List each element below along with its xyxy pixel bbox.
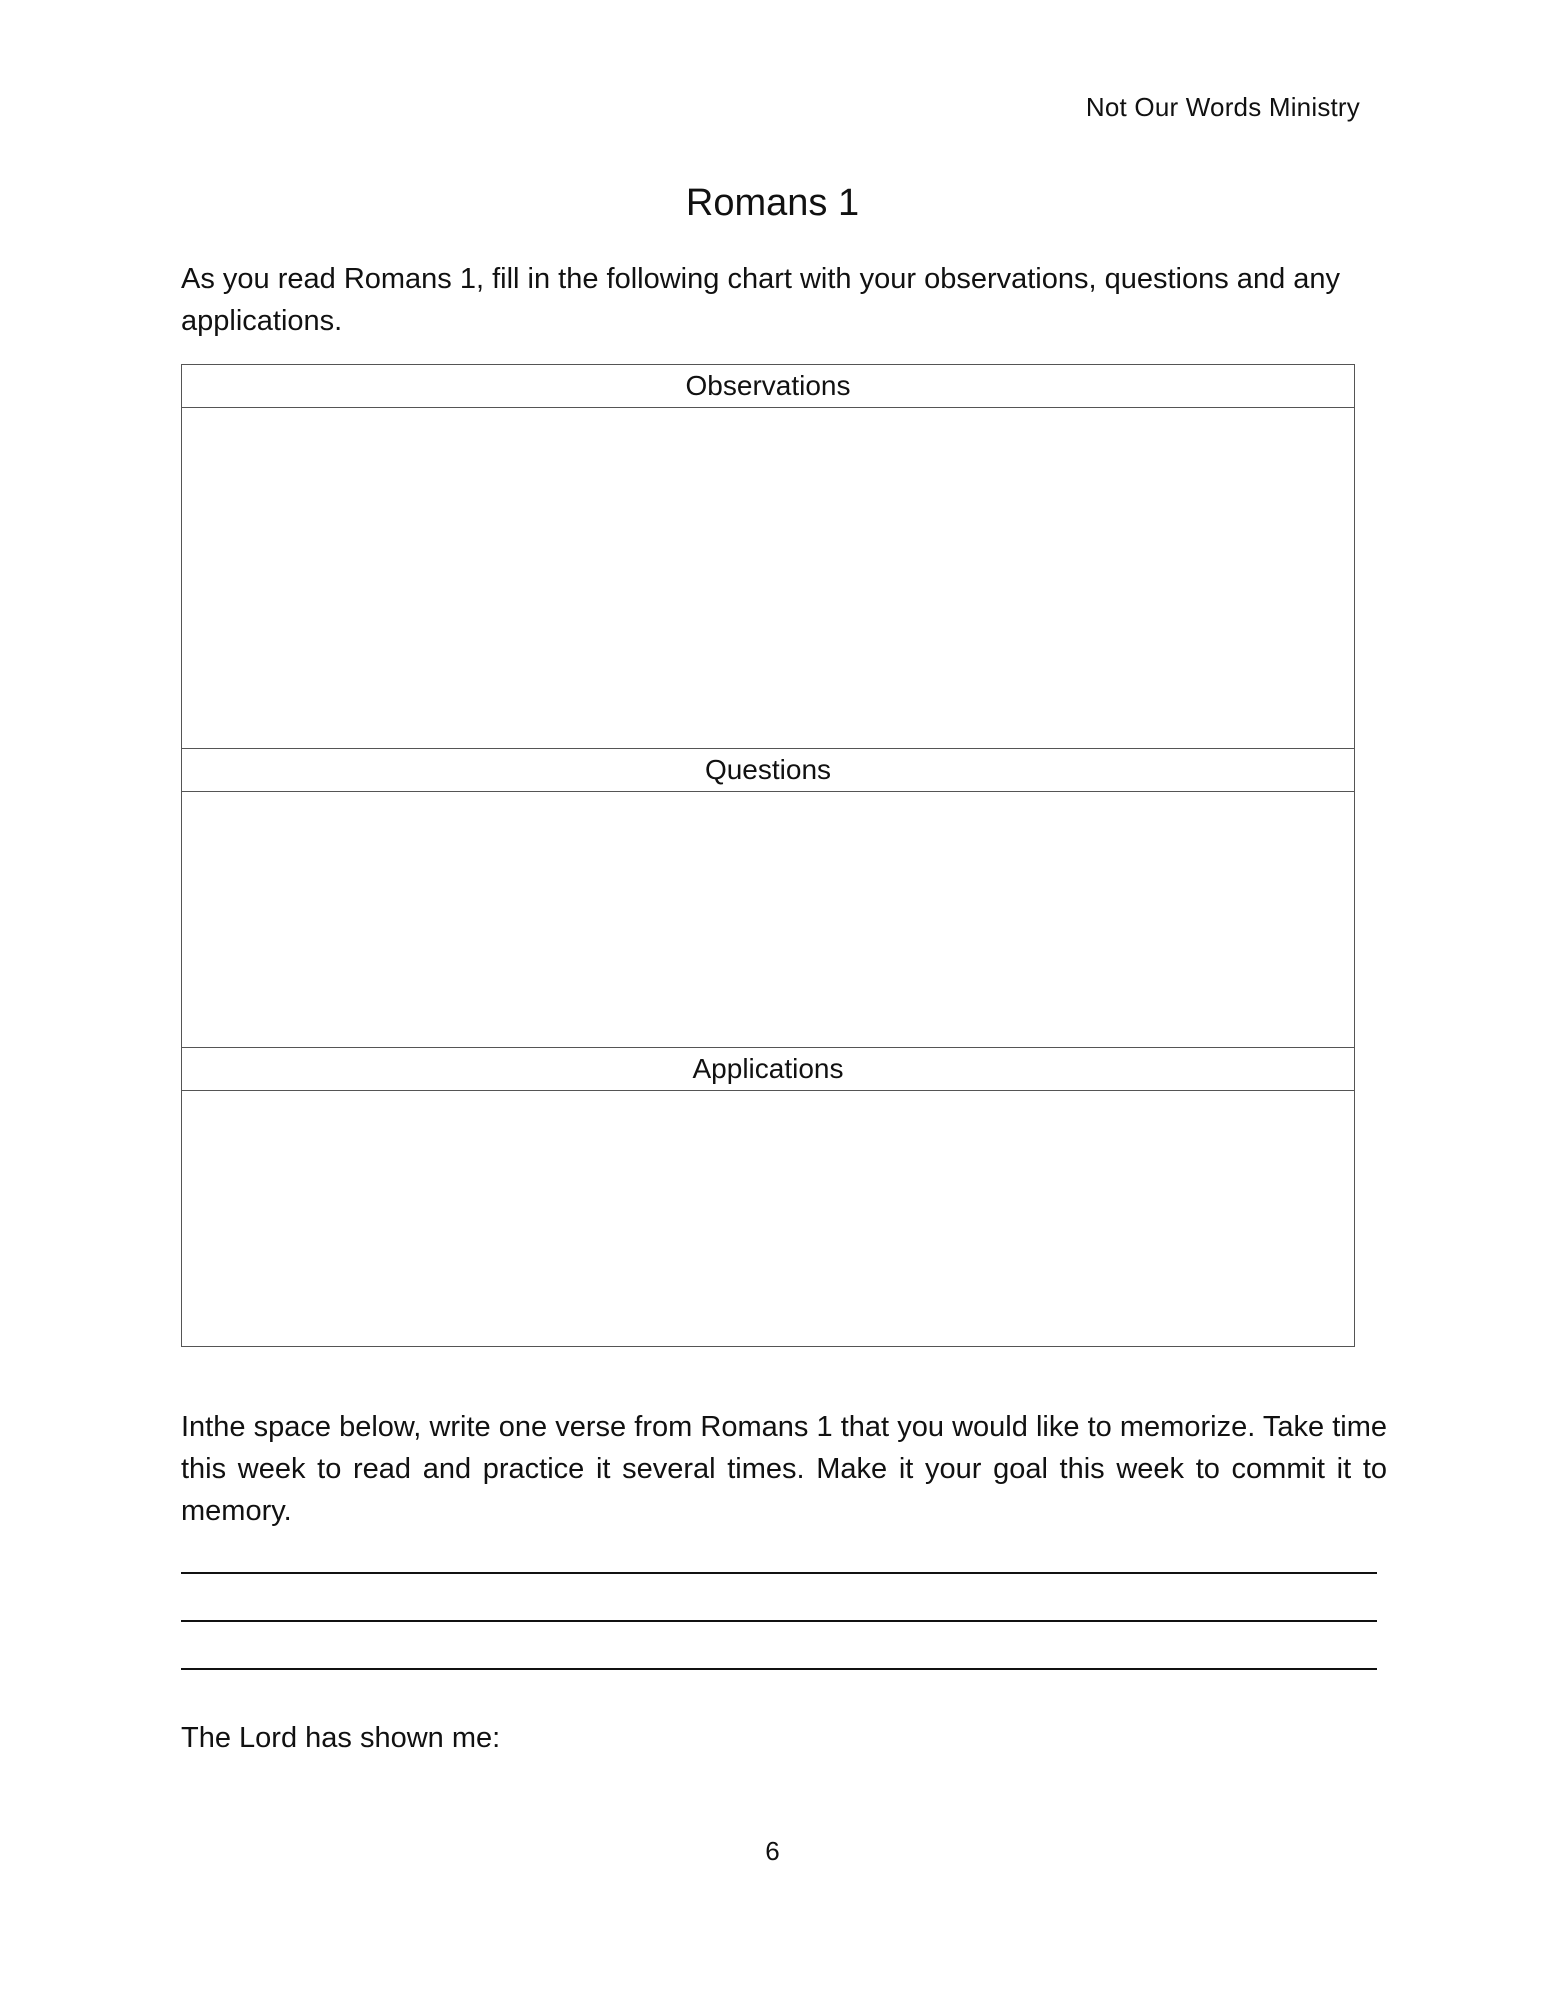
reflection-prompt: The Lord has shown me: — [181, 1722, 501, 1754]
observations-header: Observations — [182, 365, 1354, 408]
page-title: Romans 1 — [685, 182, 860, 224]
study-chart — [181, 364, 1355, 1347]
questions-header: Questions — [182, 749, 1354, 792]
memory-verse-line[interactable] — [181, 1620, 1377, 1622]
organization-name: Not Our Words Ministry — [1085, 92, 1360, 122]
applications-header: Applications — [182, 1048, 1354, 1091]
observations-area[interactable] — [182, 408, 1354, 749]
memory-verse-line[interactable] — [181, 1668, 1377, 1670]
intro-instructions: As you read Romans 1, fill in the following chart with your observations, questions and any applications. — [181, 263, 1341, 337]
memorize-instructions: Inthe space below, write one verse from Romans 1 that you would like to memorize. Take time this week to read and practice it several times. Make it your goal this week to commit it to memory. — [181, 1411, 1387, 1527]
page-number: 6 — [765, 1836, 780, 1866]
memory-verse-line[interactable] — [181, 1572, 1377, 1574]
questions-area[interactable] — [182, 792, 1354, 1048]
applications-area[interactable] — [182, 1091, 1354, 1346]
